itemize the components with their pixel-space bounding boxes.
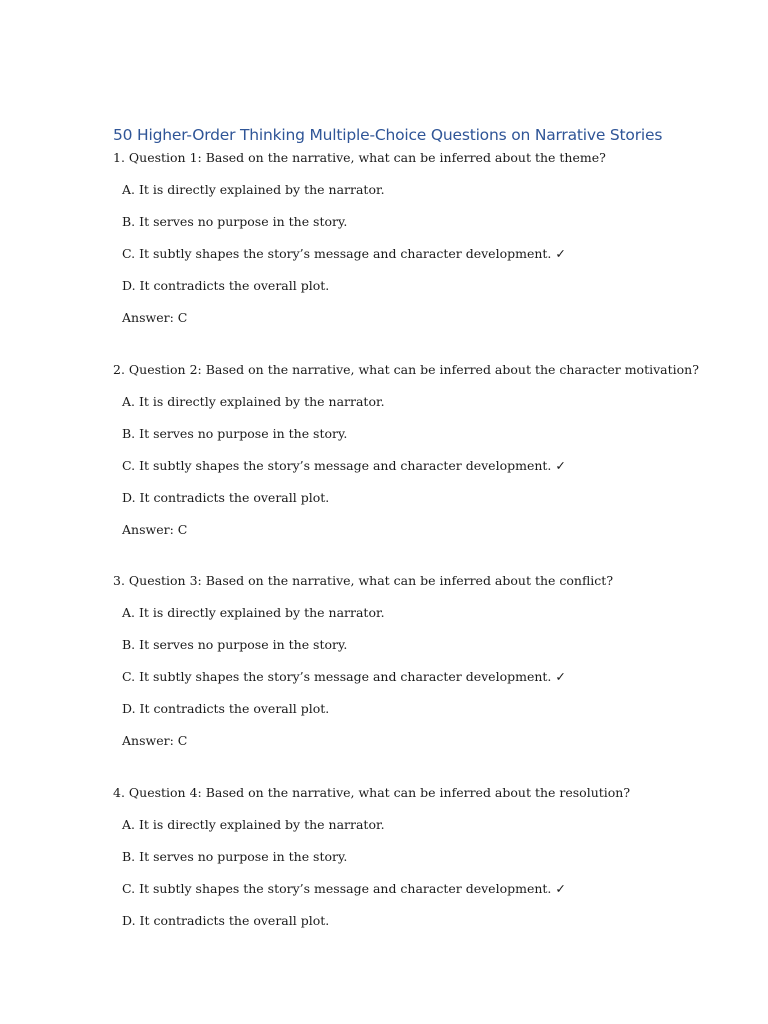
question-block (113, 573, 733, 749)
option-c: C. It subtly shapes the story’s message and character development. ✓ (122, 669, 566, 684)
option-c: C. It subtly shapes the story’s message and character development. ✓ (122, 246, 566, 261)
question-text: 4. Question 4: Based on the narrative, what can be inferred about the resolution? (113, 785, 631, 800)
answer-text: Answer: C (122, 522, 188, 537)
option-c: C. It subtly shapes the story’s message and character development. ✓ (122, 881, 566, 896)
option-b: B. It serves no purpose in the story. (122, 214, 348, 229)
question-block (113, 362, 733, 538)
question-text: 1. Question 1: Based on the narrative, what can be inferred about the theme? (113, 150, 606, 165)
question-block (113, 150, 733, 326)
question-block (113, 785, 733, 945)
question-text: 2. Question 2: Based on the narrative, what can be inferred about the character motivation? (113, 362, 699, 377)
option-a: A. It is directly explained by the narrator. (122, 605, 385, 620)
answer-text: Answer: C (122, 310, 188, 325)
answer-text: Answer: C (122, 733, 188, 748)
option-d: D. It contradicts the overall plot. (122, 913, 330, 928)
option-b: B. It serves no purpose in the story. (122, 426, 348, 441)
option-d: D. It contradicts the overall plot. (122, 278, 330, 293)
option-a: A. It is directly explained by the narrator. (122, 182, 385, 197)
option-d: D. It contradicts the overall plot. (122, 701, 330, 716)
option-a: A. It is directly explained by the narrator. (122, 394, 385, 409)
option-b: B. It serves no purpose in the story. (122, 637, 348, 652)
option-b: B. It serves no purpose in the story. (122, 849, 348, 864)
option-d: D. It contradicts the overall plot. (122, 490, 330, 505)
option-c: C. It subtly shapes the story’s message and character development. ✓ (122, 458, 566, 473)
document-title: 50 Higher-Order Thinking Multiple-Choice Questions on Narrative Stories (113, 126, 663, 144)
option-a: A. It is directly explained by the narrator. (122, 817, 385, 832)
question-text: 3. Question 3: Based on the narrative, what can be inferred about the conflict? (113, 573, 614, 588)
